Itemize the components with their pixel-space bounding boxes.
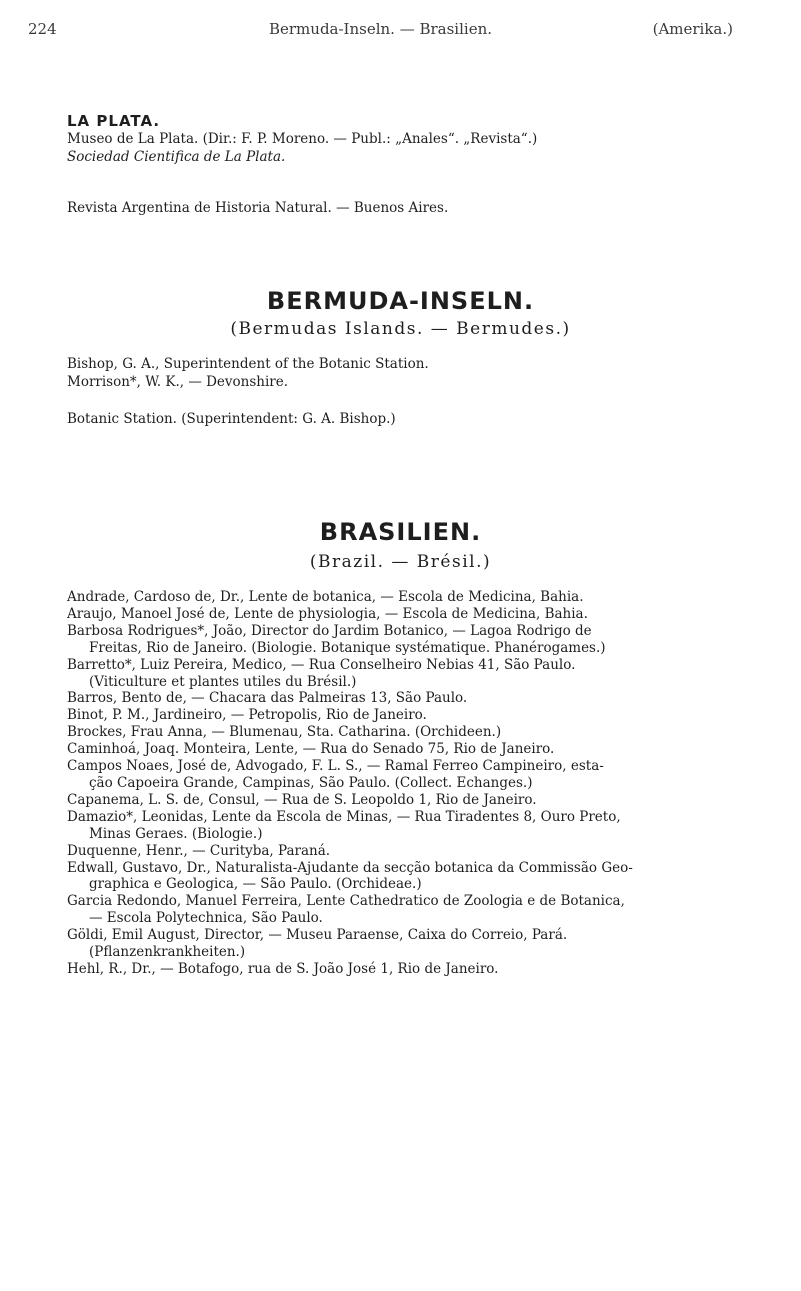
running-head	[28, 20, 733, 42]
entry: Capanema, L. S. de, Consul, — Rua de S. Leopoldo 1, Rio de Janeiro.	[67, 791, 537, 808]
entry: Andrade, Cardoso de, Dr., Lente de botanica, — Escola de Medicina, Bahia.	[67, 589, 584, 605]
bermuda-subheading: (Bermudas Islands. — Bermudes.)	[230, 319, 571, 339]
bermuda-person-1: Bishop, G. A., Superintendent of the Botanic Station.	[67, 356, 429, 372]
bermuda-station-block	[67, 410, 772, 428]
la-plata-revista	[67, 199, 772, 217]
entry-continuation: (Viticulture et plantes utiles du Brésil.)	[89, 673, 357, 690]
entry: Damazio*, Leonidas, Lente da Escola de Minas, — Rua Tiradentes 8, Ouro Preto,	[67, 808, 621, 825]
la-plata-heading-block	[67, 112, 772, 130]
entry: Göldi, Emil August, Director, — Museu Paraense, Caixa do Correio, Pará.	[67, 927, 568, 944]
brasilien-subheading: (Brazil. — Brésil.)	[309, 552, 492, 572]
entry: Campos Noaes, José de, Advogado, F. L. S., — Ramal Ferreo Campineiro, esta-	[67, 758, 604, 775]
entry-continuation: graphica e Geologica, — São Paulo. (Orchideae.)	[89, 876, 422, 893]
running-title: Bermuda-Inseln. — Brasilien.	[268, 20, 493, 38]
entry: Brockes, Frau Anna, — Blumenau, Sta. Catharina. (Orchideen.)	[67, 724, 502, 741]
brasilien-heading: BRASILIEN.	[319, 518, 482, 546]
entry: Araujo, Manoel José de, Lente de physiologia, — Escola de Medicina, Bahia.	[67, 605, 588, 622]
bermuda-people	[67, 355, 772, 391]
bermuda-station: Botanic Station. (Superintendent: G. A. Bishop.)	[67, 411, 396, 427]
entry-continuation: (Pflanzenkrankheiten.)	[89, 944, 246, 961]
entry: Duquenne, Henr., — Curityba, Paraná.	[67, 842, 331, 859]
bermuda-heading: BERMUDA-INSELN.	[266, 287, 535, 315]
running-region: (Amerika.)	[652, 20, 733, 38]
la-plata-body	[67, 130, 772, 166]
la-plata-line-2: Sociedad Cientifica de La Plata.	[67, 149, 286, 165]
la-plata-line-1: Museo de La Plata. (Dir.: F. P. Moreno. — Publ.: „Anales“. „Revista“.)	[67, 131, 538, 147]
entry: Barbosa Rodrigues*, João, Director do Jardim Botanico, — Lagoa Rodrigo de	[67, 622, 592, 639]
la-plata-line-3: Revista Argentina de Historia Natural. — Buenos Aires.	[67, 200, 449, 216]
entry: Barretto*, Luiz Pereira, Medico, — Rua Conselheiro Nebias 41, São Paulo.	[67, 656, 576, 673]
entry: Caminhoá, Joaq. Monteira, Lente, — Rua do Senado 75, Rio de Janeiro.	[67, 741, 555, 758]
entry: Garcia Redondo, Manuel Ferreira, Lente Cathedratico de Zoologia e de Botanica,	[67, 893, 625, 910]
brasilien-entries	[67, 589, 767, 978]
bermuda-person-2: Morrison*, W. K., — Devonshire.	[67, 374, 289, 390]
entry: Edwall, Gustavo, Dr., Naturalista-Ajudante da secção botanica da Commissão Geo-	[67, 859, 633, 876]
entry: Hehl, R., Dr., — Botafogo, rua de S. João José 1, Rio de Janeiro.	[67, 960, 499, 977]
entry-continuation: Minas Geraes. (Biologie.)	[89, 825, 263, 842]
page-number: 224	[28, 20, 57, 38]
entry-continuation: Freitas, Rio de Janeiro. (Biologie. Botanique systématique. Phanérogames.)	[89, 639, 606, 656]
entry-continuation: — Escola Polytechnica, São Paulo.	[89, 910, 323, 927]
entry: Binot, P. M., Jardineiro, — Petropolis, Rio de Janeiro.	[67, 707, 427, 724]
la-plata-heading: LA PLATA.	[67, 112, 161, 130]
entry: Barros, Bento de, — Chacara das Palmeiras 13, São Paulo.	[67, 690, 468, 707]
entry-continuation: ção Capoeira Grande, Campinas, São Paulo. (Collect. Echanges.)	[89, 774, 533, 791]
